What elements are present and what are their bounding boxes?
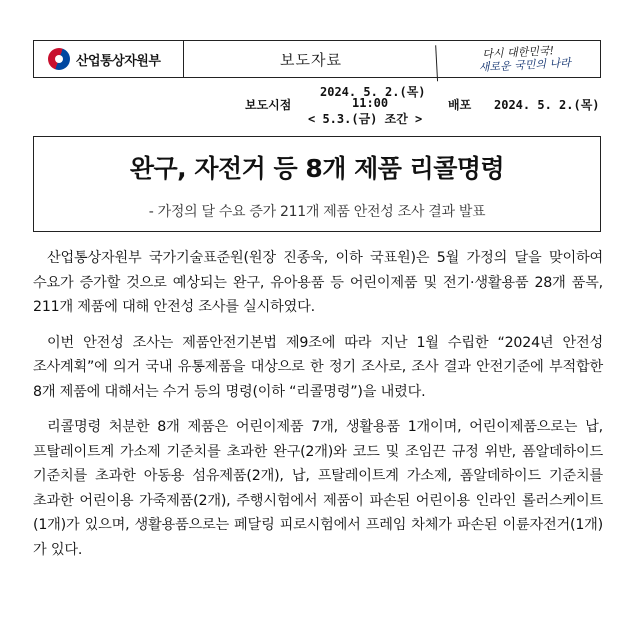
ministry-name: 산업통상자원부	[76, 53, 161, 69]
slogan-line-1: 다시 대한민국!	[482, 44, 555, 61]
slogan-line-2: 새로운 국민의 나라	[478, 56, 572, 75]
paragraph-3: 리콜명령 처분한 8개 제품은 어린이제품 7개, 생활용품 1개이며, 어린이제품으로는 납, 프탈레이트계 가소제 기준치를 초과한 완구(2개)와 코드 및 조임끈 규정 위반, 폼알데하이드 기준치를 초과한 아동용 섬유제품(2개), 납, 프탈레이트계 가소제, 폼알데하이드 기준치를 초과한 어린이용 가죽제품(2개), 주행시험에서 제품이 파손된 어린이용 인라인 롤러스케이트(1개)가 있으며, 생활용품으로는 페달링 피로시험에서 프레임 차체가 파손된 이륜자전거(1개)가 있다.	[33, 419, 603, 558]
embargo-info	[0, 82, 640, 128]
body-content	[33, 246, 603, 573]
paragraph-1: 산업통상자원부 국가기술표준원(원장 진종욱, 이하 국표원)은 5월 가정의 달을 맞이하여 수요가 증가할 것으로 예상되는 완구, 유아용품 등 어린이제품 및 전기·생활용품 28개 품목, 211개 제품에 대해 안전성 조사를 실시하였다.	[33, 250, 603, 315]
embargo-condition: < 5.3.(금) 조간 >	[308, 112, 423, 126]
press-header	[33, 40, 601, 78]
release-date: 2024. 5. 2.(목)	[494, 98, 600, 112]
title-box	[33, 136, 601, 232]
slogan	[435, 37, 601, 82]
embargo-date: 2024. 5. 2.(목)	[320, 85, 426, 99]
release-label: 배포	[448, 98, 472, 112]
taeguk-emblem-icon	[48, 48, 70, 70]
document-type: 보도자료	[280, 50, 342, 69]
main-title: 완구, 자전거 등 8개 제품 리콜명령	[129, 154, 505, 183]
ministry-logo	[34, 41, 184, 77]
paragraph-2: 이번 안전성 조사는 제품안전기본법 제9조에 따라 지난 1월 수립한 “2024년 안전성 조사계획”에 의거 국내 유통제품을 대상으로 한 정기 조사로, 조사 결과 안전기준에 부적합한 8개 제품에 대해서는 수거 등의 명령(이하 “리콜명령”)을 내렸다.	[33, 334, 603, 400]
embargo-label: 보도시점	[245, 98, 292, 112]
sub-title: - 가정의 달 수요 증가 211개 제품 안전성 조사 결과 발표	[148, 204, 486, 220]
embargo-time: 11:00	[352, 96, 389, 110]
